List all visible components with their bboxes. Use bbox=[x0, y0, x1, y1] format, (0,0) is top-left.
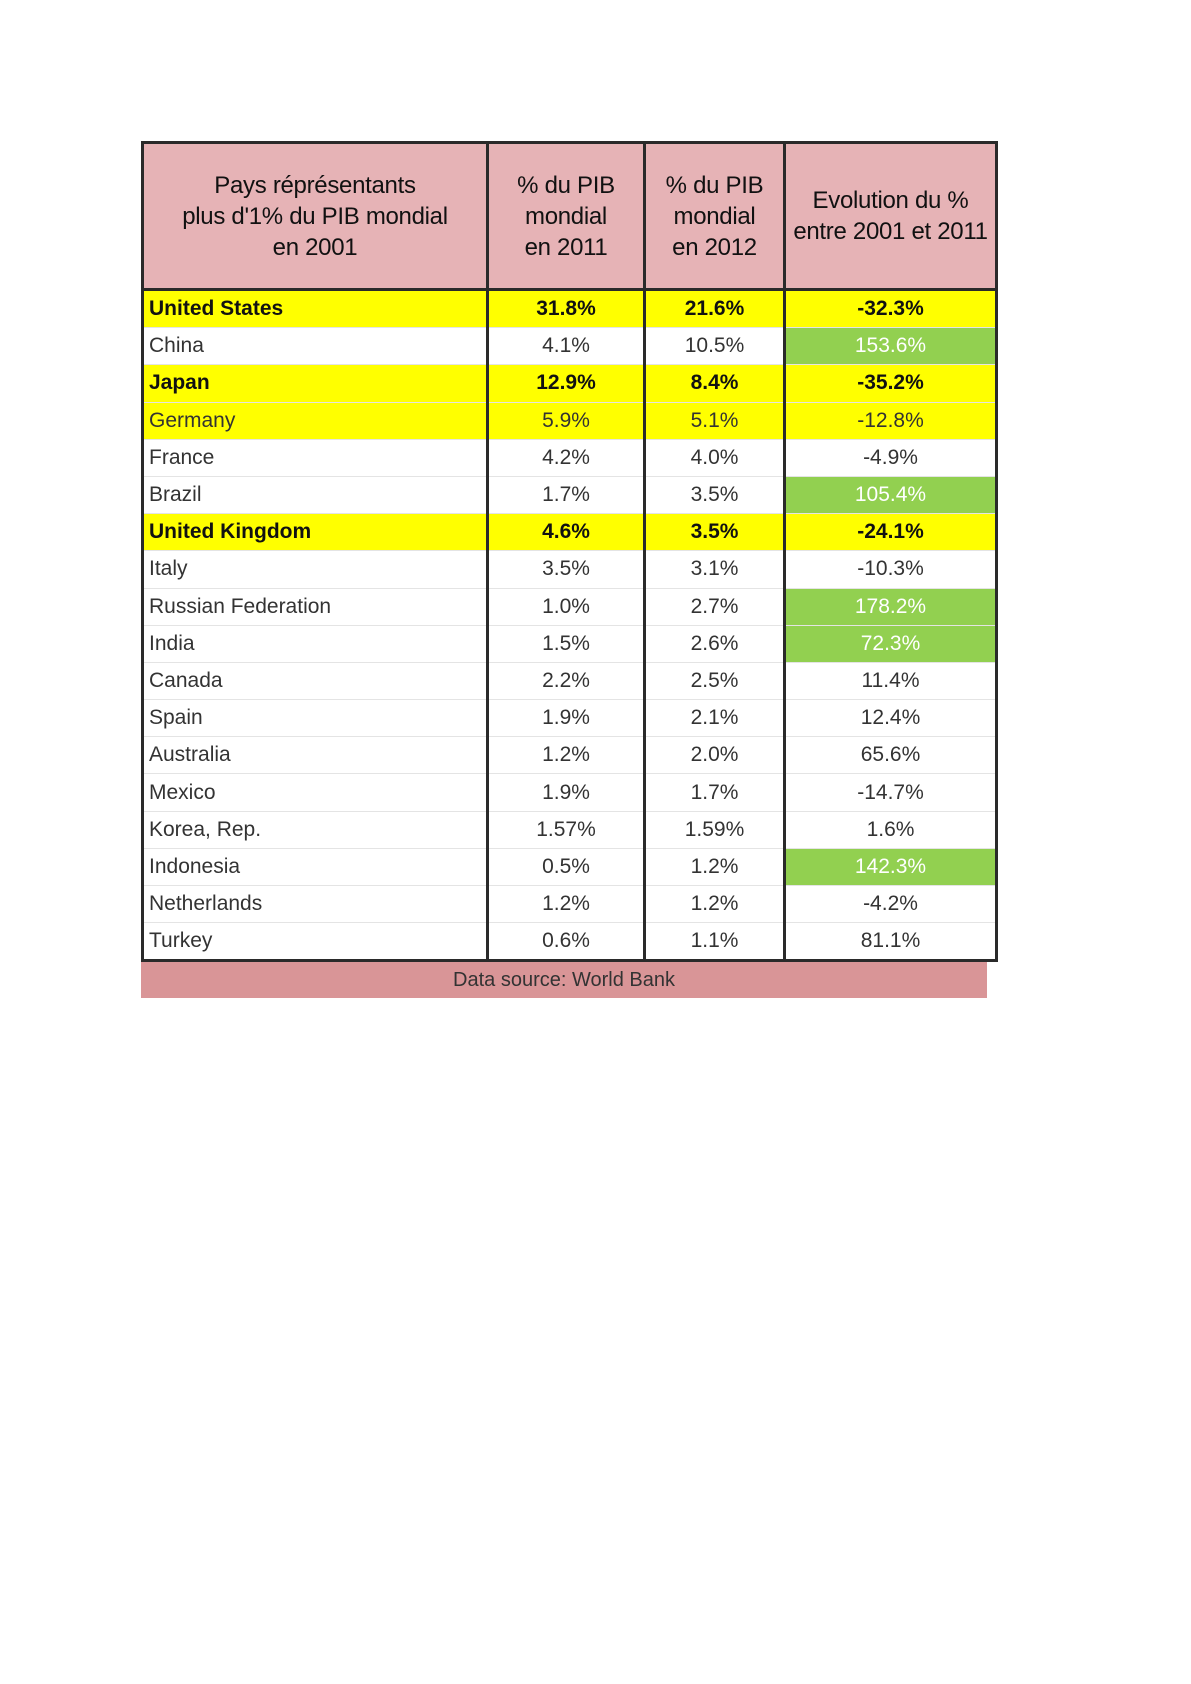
cell-evolution: -4.9% bbox=[785, 439, 997, 476]
cell-evolution: 153.6% bbox=[785, 328, 997, 365]
cell-pct-2011: 0.5% bbox=[488, 848, 645, 885]
cell-evolution: -14.7% bbox=[785, 774, 997, 811]
cell-pct-2012: 1.7% bbox=[645, 774, 785, 811]
cell-country: Germany bbox=[143, 402, 488, 439]
cell-evolution: -10.3% bbox=[785, 551, 997, 588]
table-row bbox=[143, 514, 997, 551]
table-row bbox=[143, 365, 997, 402]
cell-evolution: -4.2% bbox=[785, 886, 997, 923]
cell-pct-2011: 0.6% bbox=[488, 923, 645, 961]
table-row bbox=[143, 811, 997, 848]
header-country: Pays réprésentants plus d'1% du PIB mondial en 2001 bbox=[143, 143, 488, 290]
cell-pct-2012: 5.1% bbox=[645, 402, 785, 439]
cell-pct-2011: 5.9% bbox=[488, 402, 645, 439]
cell-country: United Kingdom bbox=[143, 514, 488, 551]
header-evolution: Evolution du % entre 2001 et 2011 bbox=[785, 143, 997, 290]
cell-pct-2012: 1.2% bbox=[645, 886, 785, 923]
cell-pct-2011: 1.7% bbox=[488, 476, 645, 513]
table-row bbox=[143, 402, 997, 439]
cell-country: France bbox=[143, 439, 488, 476]
cell-pct-2012: 4.0% bbox=[645, 439, 785, 476]
cell-pct-2012: 3.5% bbox=[645, 514, 785, 551]
table-row bbox=[143, 290, 997, 328]
cell-evolution: 1.6% bbox=[785, 811, 997, 848]
cell-country: India bbox=[143, 625, 488, 662]
cell-country: Indonesia bbox=[143, 848, 488, 885]
cell-pct-2011: 1.2% bbox=[488, 737, 645, 774]
cell-pct-2012: 2.0% bbox=[645, 737, 785, 774]
table-row bbox=[143, 848, 997, 885]
cell-country: Australia bbox=[143, 737, 488, 774]
cell-evolution: 72.3% bbox=[785, 625, 997, 662]
cell-pct-2012: 21.6% bbox=[645, 290, 785, 328]
cell-country: Russian Federation bbox=[143, 588, 488, 625]
table-header-row bbox=[143, 143, 997, 290]
gdp-share-table bbox=[141, 141, 998, 962]
cell-evolution: -32.3% bbox=[785, 290, 997, 328]
header-pct-2011: % du PIB mondial en 2011 bbox=[488, 143, 645, 290]
cell-pct-2011: 4.6% bbox=[488, 514, 645, 551]
cell-evolution: 178.2% bbox=[785, 588, 997, 625]
cell-country: Brazil bbox=[143, 476, 488, 513]
cell-country: Spain bbox=[143, 700, 488, 737]
cell-evolution: -12.8% bbox=[785, 402, 997, 439]
cell-pct-2011: 1.5% bbox=[488, 625, 645, 662]
cell-pct-2011: 1.57% bbox=[488, 811, 645, 848]
cell-evolution: 105.4% bbox=[785, 476, 997, 513]
table-row bbox=[143, 476, 997, 513]
table-row bbox=[143, 774, 997, 811]
cell-pct-2012: 3.1% bbox=[645, 551, 785, 588]
cell-pct-2011: 4.2% bbox=[488, 439, 645, 476]
cell-evolution: 81.1% bbox=[785, 923, 997, 961]
cell-country: Netherlands bbox=[143, 886, 488, 923]
cell-pct-2011: 1.9% bbox=[488, 774, 645, 811]
table-row bbox=[143, 328, 997, 365]
table-row bbox=[143, 439, 997, 476]
cell-country: Italy bbox=[143, 551, 488, 588]
table-row bbox=[143, 737, 997, 774]
table-row bbox=[143, 700, 997, 737]
cell-pct-2011: 1.9% bbox=[488, 700, 645, 737]
cell-evolution: -35.2% bbox=[785, 365, 997, 402]
table-row bbox=[143, 923, 997, 961]
cell-country: Turkey bbox=[143, 923, 488, 961]
cell-country: Japan bbox=[143, 365, 488, 402]
cell-pct-2011: 31.8% bbox=[488, 290, 645, 328]
cell-pct-2012: 2.7% bbox=[645, 588, 785, 625]
cell-pct-2012: 1.59% bbox=[645, 811, 785, 848]
cell-pct-2012: 2.1% bbox=[645, 700, 785, 737]
table-row bbox=[143, 625, 997, 662]
cell-pct-2012: 8.4% bbox=[645, 365, 785, 402]
table-row bbox=[143, 588, 997, 625]
cell-pct-2012: 2.6% bbox=[645, 625, 785, 662]
data-source-footer: Data source: World Bank bbox=[141, 962, 987, 998]
table-row bbox=[143, 886, 997, 923]
cell-pct-2011: 1.0% bbox=[488, 588, 645, 625]
header-pct-2012: % du PIB mondial en 2012 bbox=[645, 143, 785, 290]
cell-country: Canada bbox=[143, 662, 488, 699]
cell-pct-2011: 3.5% bbox=[488, 551, 645, 588]
cell-country: China bbox=[143, 328, 488, 365]
cell-pct-2012: 1.1% bbox=[645, 923, 785, 961]
table-row bbox=[143, 551, 997, 588]
cell-pct-2011: 4.1% bbox=[488, 328, 645, 365]
cell-pct-2012: 3.5% bbox=[645, 476, 785, 513]
cell-country: United States bbox=[143, 290, 488, 328]
cell-country: Mexico bbox=[143, 774, 488, 811]
cell-evolution: 12.4% bbox=[785, 700, 997, 737]
cell-pct-2011: 1.2% bbox=[488, 886, 645, 923]
cell-pct-2011: 2.2% bbox=[488, 662, 645, 699]
cell-pct-2012: 2.5% bbox=[645, 662, 785, 699]
cell-evolution: 11.4% bbox=[785, 662, 997, 699]
table-body bbox=[143, 290, 997, 961]
cell-pct-2011: 12.9% bbox=[488, 365, 645, 402]
cell-pct-2012: 10.5% bbox=[645, 328, 785, 365]
cell-pct-2012: 1.2% bbox=[645, 848, 785, 885]
cell-evolution: 65.6% bbox=[785, 737, 997, 774]
cell-evolution: 142.3% bbox=[785, 848, 997, 885]
cell-evolution: -24.1% bbox=[785, 514, 997, 551]
table-row bbox=[143, 662, 997, 699]
gdp-share-table-container bbox=[141, 141, 987, 998]
cell-country: Korea, Rep. bbox=[143, 811, 488, 848]
